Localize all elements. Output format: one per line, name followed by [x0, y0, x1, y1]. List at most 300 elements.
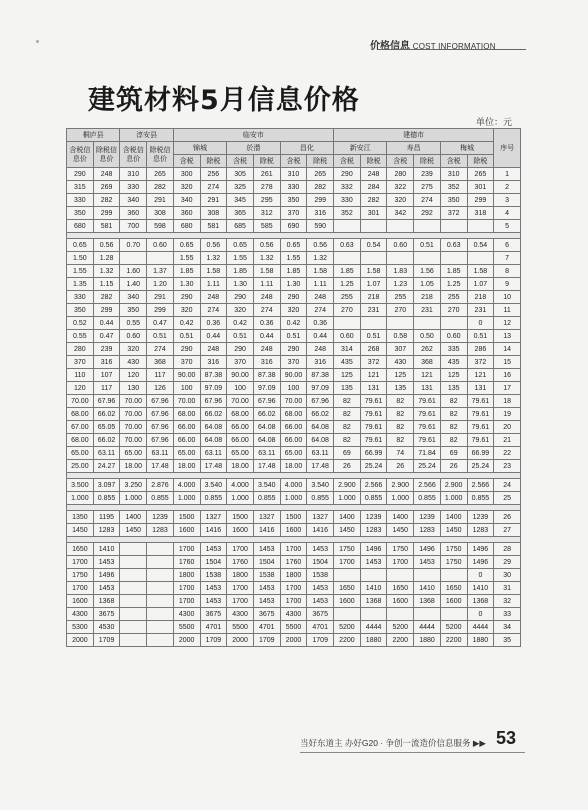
price-cell: 66.02	[93, 408, 120, 421]
price-cell: 1.000	[67, 492, 94, 505]
price-cell: 66.99	[467, 447, 494, 460]
subregion-meicheng: 梅城	[440, 142, 493, 155]
price-cell	[120, 252, 147, 265]
price-cell: 70.00	[67, 395, 94, 408]
price-cell: 325	[227, 181, 254, 194]
price-cell: 350	[280, 194, 307, 207]
price-cell: 0.44	[307, 330, 334, 343]
price-cell: 1760	[280, 556, 307, 569]
price-cell: 79.61	[360, 395, 387, 408]
table-row	[67, 608, 521, 621]
price-cell: 1.58	[253, 265, 280, 278]
price-cell: 5500	[227, 621, 254, 634]
table-row	[67, 168, 521, 181]
price-cell: 1.000	[387, 492, 414, 505]
price-cell	[120, 556, 147, 569]
price-cell: 1496	[467, 543, 494, 556]
price-cell: 1538	[307, 569, 334, 582]
price-cell: 265	[147, 168, 174, 181]
price-cell: 581	[93, 220, 120, 233]
price-cell: 342	[387, 207, 414, 220]
price-cell: 0.56	[93, 239, 120, 252]
price-cell	[387, 317, 414, 330]
price-cell: 0.63	[440, 239, 467, 252]
price-cell: 79.61	[414, 408, 441, 421]
price-cell	[120, 595, 147, 608]
price-cell: 1350	[67, 511, 94, 524]
price-cell: 268	[360, 343, 387, 356]
seq-cell: 2	[494, 181, 521, 194]
price-cell: 2.566	[467, 479, 494, 492]
price-cell: 1327	[307, 511, 334, 524]
price-cell	[440, 252, 467, 265]
price-cell: 1650	[67, 543, 94, 556]
price-cell: 1327	[253, 511, 280, 524]
table-row	[67, 434, 521, 447]
table-row	[67, 582, 521, 595]
price-cell: 97.09	[253, 382, 280, 395]
price-cell: 1750	[440, 556, 467, 569]
price-cell: 1.32	[200, 252, 227, 265]
price-cell: 290	[280, 343, 307, 356]
price-cell: 2200	[440, 634, 467, 647]
seq-cell: 14	[494, 343, 521, 356]
price-cell: 218	[360, 291, 387, 304]
price-cell: 282	[307, 181, 334, 194]
price-cell: 320	[280, 304, 307, 317]
price-cell: 318	[467, 207, 494, 220]
price-cell: 107	[93, 369, 120, 382]
price-cell: 255	[440, 291, 467, 304]
price-cell	[120, 621, 147, 634]
col-tax-ex: 除税信息价	[147, 142, 174, 168]
table-row	[67, 265, 521, 278]
price-cell: 125	[387, 369, 414, 382]
price-cell	[414, 220, 441, 233]
price-cell: 1410	[360, 582, 387, 595]
seq-cell: 6	[494, 239, 521, 252]
table-row	[67, 569, 521, 582]
price-cell: 270	[387, 304, 414, 317]
price-cell: 1.58	[360, 265, 387, 278]
price-cell: 1283	[93, 524, 120, 537]
price-cell: 25.24	[467, 460, 494, 473]
price-cell: 79.61	[467, 395, 494, 408]
price-cell	[120, 569, 147, 582]
price-cell: 1453	[253, 582, 280, 595]
table-row	[67, 194, 521, 207]
col-tax-ex-short: 除税	[307, 155, 334, 168]
region-tonglu: 桐庐县	[67, 129, 120, 142]
price-cell: 1504	[200, 556, 227, 569]
table-row	[67, 447, 521, 460]
page-number: 53	[496, 728, 517, 748]
price-cell: 1.32	[93, 265, 120, 278]
header-rule	[378, 49, 526, 50]
price-cell: 1700	[173, 543, 200, 556]
price-cell: 1.40	[120, 278, 147, 291]
price-cell: 3.097	[93, 479, 120, 492]
price-cell: 1.000	[173, 492, 200, 505]
price-cell: 248	[200, 291, 227, 304]
price-cell: 1453	[360, 556, 387, 569]
price-cell: 1.11	[200, 278, 227, 291]
price-cell	[414, 608, 441, 621]
price-cell: 63.11	[307, 447, 334, 460]
price-cell: 680	[173, 220, 200, 233]
col-tax-ex: 除税信息价	[93, 142, 120, 168]
price-cell: 1368	[360, 595, 387, 608]
table-row	[67, 595, 521, 608]
price-cell: 135	[440, 382, 467, 395]
price-cell: 68.00	[227, 408, 254, 421]
price-cell: 1.50	[67, 252, 94, 265]
price-cell	[334, 317, 361, 330]
price-cell	[147, 634, 174, 647]
price-cell: 1600	[173, 524, 200, 537]
seq-cell: 19	[494, 408, 521, 421]
price-cell: 308	[147, 207, 174, 220]
price-cell: 79.61	[414, 421, 441, 434]
price-cell: 2200	[334, 634, 361, 647]
price-cell: 275	[414, 181, 441, 194]
price-cell: 248	[360, 168, 387, 181]
price-cell: 63.11	[93, 447, 120, 460]
price-cell: 1368	[414, 595, 441, 608]
price-cell: 0.56	[307, 239, 334, 252]
price-cell: 330	[334, 194, 361, 207]
price-cell	[414, 252, 441, 265]
price-cell: 2.900	[440, 479, 467, 492]
price-cell: 1750	[387, 543, 414, 556]
price-cell: 64.08	[253, 421, 280, 434]
price-cell: 1700	[173, 582, 200, 595]
price-cell: 1.000	[280, 492, 307, 505]
price-cell: 2000	[173, 634, 200, 647]
price-cell: 435	[440, 356, 467, 369]
price-cell: 1.25	[334, 278, 361, 291]
price-cell: 1600	[280, 524, 307, 537]
seq-cell: 34	[494, 621, 521, 634]
price-cell: 1880	[414, 634, 441, 647]
col-tax-in-short: 含税	[440, 155, 467, 168]
price-cell: 125	[334, 369, 361, 382]
region-jiande: 建德市	[334, 129, 494, 142]
price-cell: 0.42	[280, 317, 307, 330]
price-cell: 286	[467, 343, 494, 356]
price-cell: 1.000	[440, 492, 467, 505]
price-cell: 24.27	[93, 460, 120, 473]
price-cell: 0.55	[67, 330, 94, 343]
price-cell: 370	[280, 207, 307, 220]
price-cell: 1400	[387, 511, 414, 524]
price-cell: 0.54	[467, 239, 494, 252]
price-cell: 5300	[67, 621, 94, 634]
price-cell: 64.08	[200, 434, 227, 447]
price-cell: 82	[334, 395, 361, 408]
seq-cell: 26	[494, 511, 521, 524]
price-cell: 248	[200, 343, 227, 356]
price-cell: 274	[147, 343, 174, 356]
price-cell: 67.96	[253, 395, 280, 408]
price-cell: 97.09	[200, 382, 227, 395]
price-cell: 1410	[414, 582, 441, 595]
price-cell: 1453	[200, 543, 227, 556]
price-cell: 280	[387, 168, 414, 181]
price-cell: 372	[467, 356, 494, 369]
region-linan: 临安市	[173, 129, 333, 142]
price-cell: 0.60	[387, 239, 414, 252]
table-row	[67, 369, 521, 382]
price-cell: 330	[120, 181, 147, 194]
price-cell	[120, 543, 147, 556]
seq-cell: 13	[494, 330, 521, 343]
seq-cell: 3	[494, 194, 521, 207]
price-cell: 0.58	[387, 330, 414, 343]
price-cell: 1239	[467, 511, 494, 524]
price-cell: 4444	[467, 621, 494, 634]
price-cell: 1700	[227, 543, 254, 556]
price-cell	[120, 582, 147, 595]
seq-cell: 7	[494, 252, 521, 265]
price-cell: 1.35	[67, 278, 94, 291]
price-cell: 1.58	[467, 265, 494, 278]
price-cell: 79.61	[414, 395, 441, 408]
price-cell: 2000	[67, 634, 94, 647]
section-title-cn: 价格信息	[370, 41, 410, 52]
price-cell: 0.51	[173, 330, 200, 343]
table-row	[67, 511, 521, 524]
price-cell	[147, 543, 174, 556]
price-cell: 278	[253, 181, 280, 194]
price-cell: 340	[120, 194, 147, 207]
price-cell: 435	[334, 356, 361, 369]
price-cell: 1453	[253, 595, 280, 608]
price-cell: 0.36	[253, 317, 280, 330]
price-cell: 26	[334, 460, 361, 473]
price-cell: 1504	[307, 556, 334, 569]
price-cell: 231	[414, 304, 441, 317]
table-row	[67, 330, 521, 343]
price-cell: 79.61	[414, 434, 441, 447]
price-cell: 1538	[200, 569, 227, 582]
price-cell: 0.44	[93, 317, 120, 330]
price-cell: 66.02	[307, 408, 334, 421]
price-cell: 1416	[253, 524, 280, 537]
price-cell: 1.85	[280, 265, 307, 278]
price-cell: 3675	[253, 608, 280, 621]
price-cell: 0.51	[280, 330, 307, 343]
price-cell: 67.96	[147, 434, 174, 447]
col-tax-in-short: 含税	[280, 155, 307, 168]
price-cell: 350	[67, 207, 94, 220]
price-cell: 0.51	[467, 330, 494, 343]
price-cell: 301	[467, 181, 494, 194]
price-cell: 0.855	[93, 492, 120, 505]
price-cell: 82	[440, 421, 467, 434]
col-tax-in-short: 含税	[173, 155, 200, 168]
price-cell: 1453	[200, 582, 227, 595]
price-cell: 117	[147, 369, 174, 382]
price-cell: 0.65	[227, 239, 254, 252]
price-cell: 131	[467, 382, 494, 395]
price-cell: 2.876	[147, 479, 174, 492]
price-cell	[334, 220, 361, 233]
seq-cell: 12	[494, 317, 521, 330]
price-cell: 70.00	[120, 421, 147, 434]
price-cell	[414, 317, 441, 330]
table-row	[67, 492, 521, 505]
price-cell: 352	[440, 181, 467, 194]
price-cell: 1453	[414, 556, 441, 569]
price-cell: 301	[360, 207, 387, 220]
table-row	[67, 524, 521, 537]
price-cell: 25.00	[67, 460, 94, 473]
price-cell: 581	[200, 220, 227, 233]
price-cell: 269	[93, 181, 120, 194]
price-cell: 18.00	[280, 460, 307, 473]
price-cell	[147, 595, 174, 608]
price-cell: 1700	[67, 582, 94, 595]
price-cell: 82	[334, 408, 361, 421]
price-cell	[387, 569, 414, 582]
price-cell: 360	[173, 207, 200, 220]
price-cell: 1.37	[147, 265, 174, 278]
price-cell: 90.00	[173, 369, 200, 382]
price-cell: 4.000	[227, 479, 254, 492]
price-cell: 282	[147, 181, 174, 194]
price-cell: 1709	[253, 634, 280, 647]
price-cell: 65.00	[67, 447, 94, 460]
price-cell: 1750	[440, 543, 467, 556]
table-row	[67, 317, 521, 330]
price-cell: 79.61	[467, 434, 494, 447]
seq-cell: 31	[494, 582, 521, 595]
price-cell: 69	[440, 447, 467, 460]
price-cell: 274	[200, 181, 227, 194]
price-cell: 315	[67, 181, 94, 194]
price-cell: 1650	[334, 582, 361, 595]
price-cell: 1450	[120, 524, 147, 537]
price-cell	[147, 569, 174, 582]
price-cell: 82	[334, 421, 361, 434]
price-cell	[334, 569, 361, 582]
price-table-body	[67, 168, 521, 647]
price-cell: 290	[173, 343, 200, 356]
table-row	[67, 343, 521, 356]
price-cell: 17.48	[253, 460, 280, 473]
price-cell: 0.855	[253, 492, 280, 505]
price-cell: 1453	[93, 556, 120, 569]
price-cell: 299	[307, 194, 334, 207]
price-cell: 67.96	[307, 395, 334, 408]
price-cell: 1.55	[227, 252, 254, 265]
price-cell: 120	[120, 369, 147, 382]
price-cell: 82	[440, 408, 467, 421]
price-cell: 68.00	[173, 408, 200, 421]
price-cell: 5200	[387, 621, 414, 634]
price-cell: 5200	[334, 621, 361, 634]
price-cell: 66.00	[227, 434, 254, 447]
page-title: 建筑材料5月信息价格	[88, 85, 360, 116]
price-cell: 131	[414, 382, 441, 395]
price-cell: 79.61	[360, 421, 387, 434]
price-cell	[147, 556, 174, 569]
price-cell: 1.60	[120, 265, 147, 278]
price-cell: 284	[360, 181, 387, 194]
price-cell: 1.25	[440, 278, 467, 291]
price-cell: 1.85	[173, 265, 200, 278]
price-cell: 1.30	[173, 278, 200, 291]
price-cell: 320	[387, 194, 414, 207]
price-cell: 25.24	[414, 460, 441, 473]
price-cell: 290	[173, 291, 200, 304]
price-cell: 1400	[334, 511, 361, 524]
seq-cell: 28	[494, 543, 521, 556]
price-cell: 265	[307, 168, 334, 181]
price-cell: 690	[280, 220, 307, 233]
price-cell	[387, 252, 414, 265]
price-cell: 291	[147, 291, 174, 304]
seq-cell: 33	[494, 608, 521, 621]
price-cell	[440, 317, 467, 330]
price-cell: 1700	[280, 582, 307, 595]
price-cell: 2000	[280, 634, 307, 647]
price-cell: 248	[253, 291, 280, 304]
price-cell: 131	[360, 382, 387, 395]
price-cell: 1600	[440, 595, 467, 608]
price-cell: 598	[147, 220, 174, 233]
price-cell: 248	[93, 168, 120, 181]
region-chunan: 淳安县	[120, 129, 173, 142]
price-cell: 248	[307, 343, 334, 356]
price-cell: 1.11	[253, 278, 280, 291]
price-cell: 1709	[200, 634, 227, 647]
price-cell: 0.36	[307, 317, 334, 330]
seq-cell: 29	[494, 556, 521, 569]
table-row	[67, 395, 521, 408]
price-cell: 3.500	[67, 479, 94, 492]
price-cell: 340	[173, 194, 200, 207]
price-cell: 1.05	[414, 278, 441, 291]
price-cell	[147, 582, 174, 595]
price-cell: 330	[67, 194, 94, 207]
seq-cell: 11	[494, 304, 521, 317]
price-cell: 4701	[253, 621, 280, 634]
price-cell	[147, 608, 174, 621]
price-cell: 282	[93, 194, 120, 207]
price-cell: 1.28	[93, 252, 120, 265]
price-cell: 256	[200, 168, 227, 181]
table-row	[67, 356, 521, 369]
price-cell: 121	[414, 369, 441, 382]
price-cell: 17.48	[307, 460, 334, 473]
price-cell: 0.51	[360, 330, 387, 343]
table-row	[67, 304, 521, 317]
price-cell: 90.00	[280, 369, 307, 382]
subregion-shouchang: 寿昌	[387, 142, 440, 155]
price-cell: 291	[147, 194, 174, 207]
price-cell: 0.70	[120, 239, 147, 252]
table-row	[67, 239, 521, 252]
price-cell: 64.08	[253, 434, 280, 447]
price-cell	[440, 569, 467, 582]
price-cell: 0.60	[147, 239, 174, 252]
price-cell: 18.00	[227, 460, 254, 473]
price-cell: 125	[440, 369, 467, 382]
price-cell: 4701	[307, 621, 334, 634]
price-cell: 65.00	[120, 447, 147, 460]
